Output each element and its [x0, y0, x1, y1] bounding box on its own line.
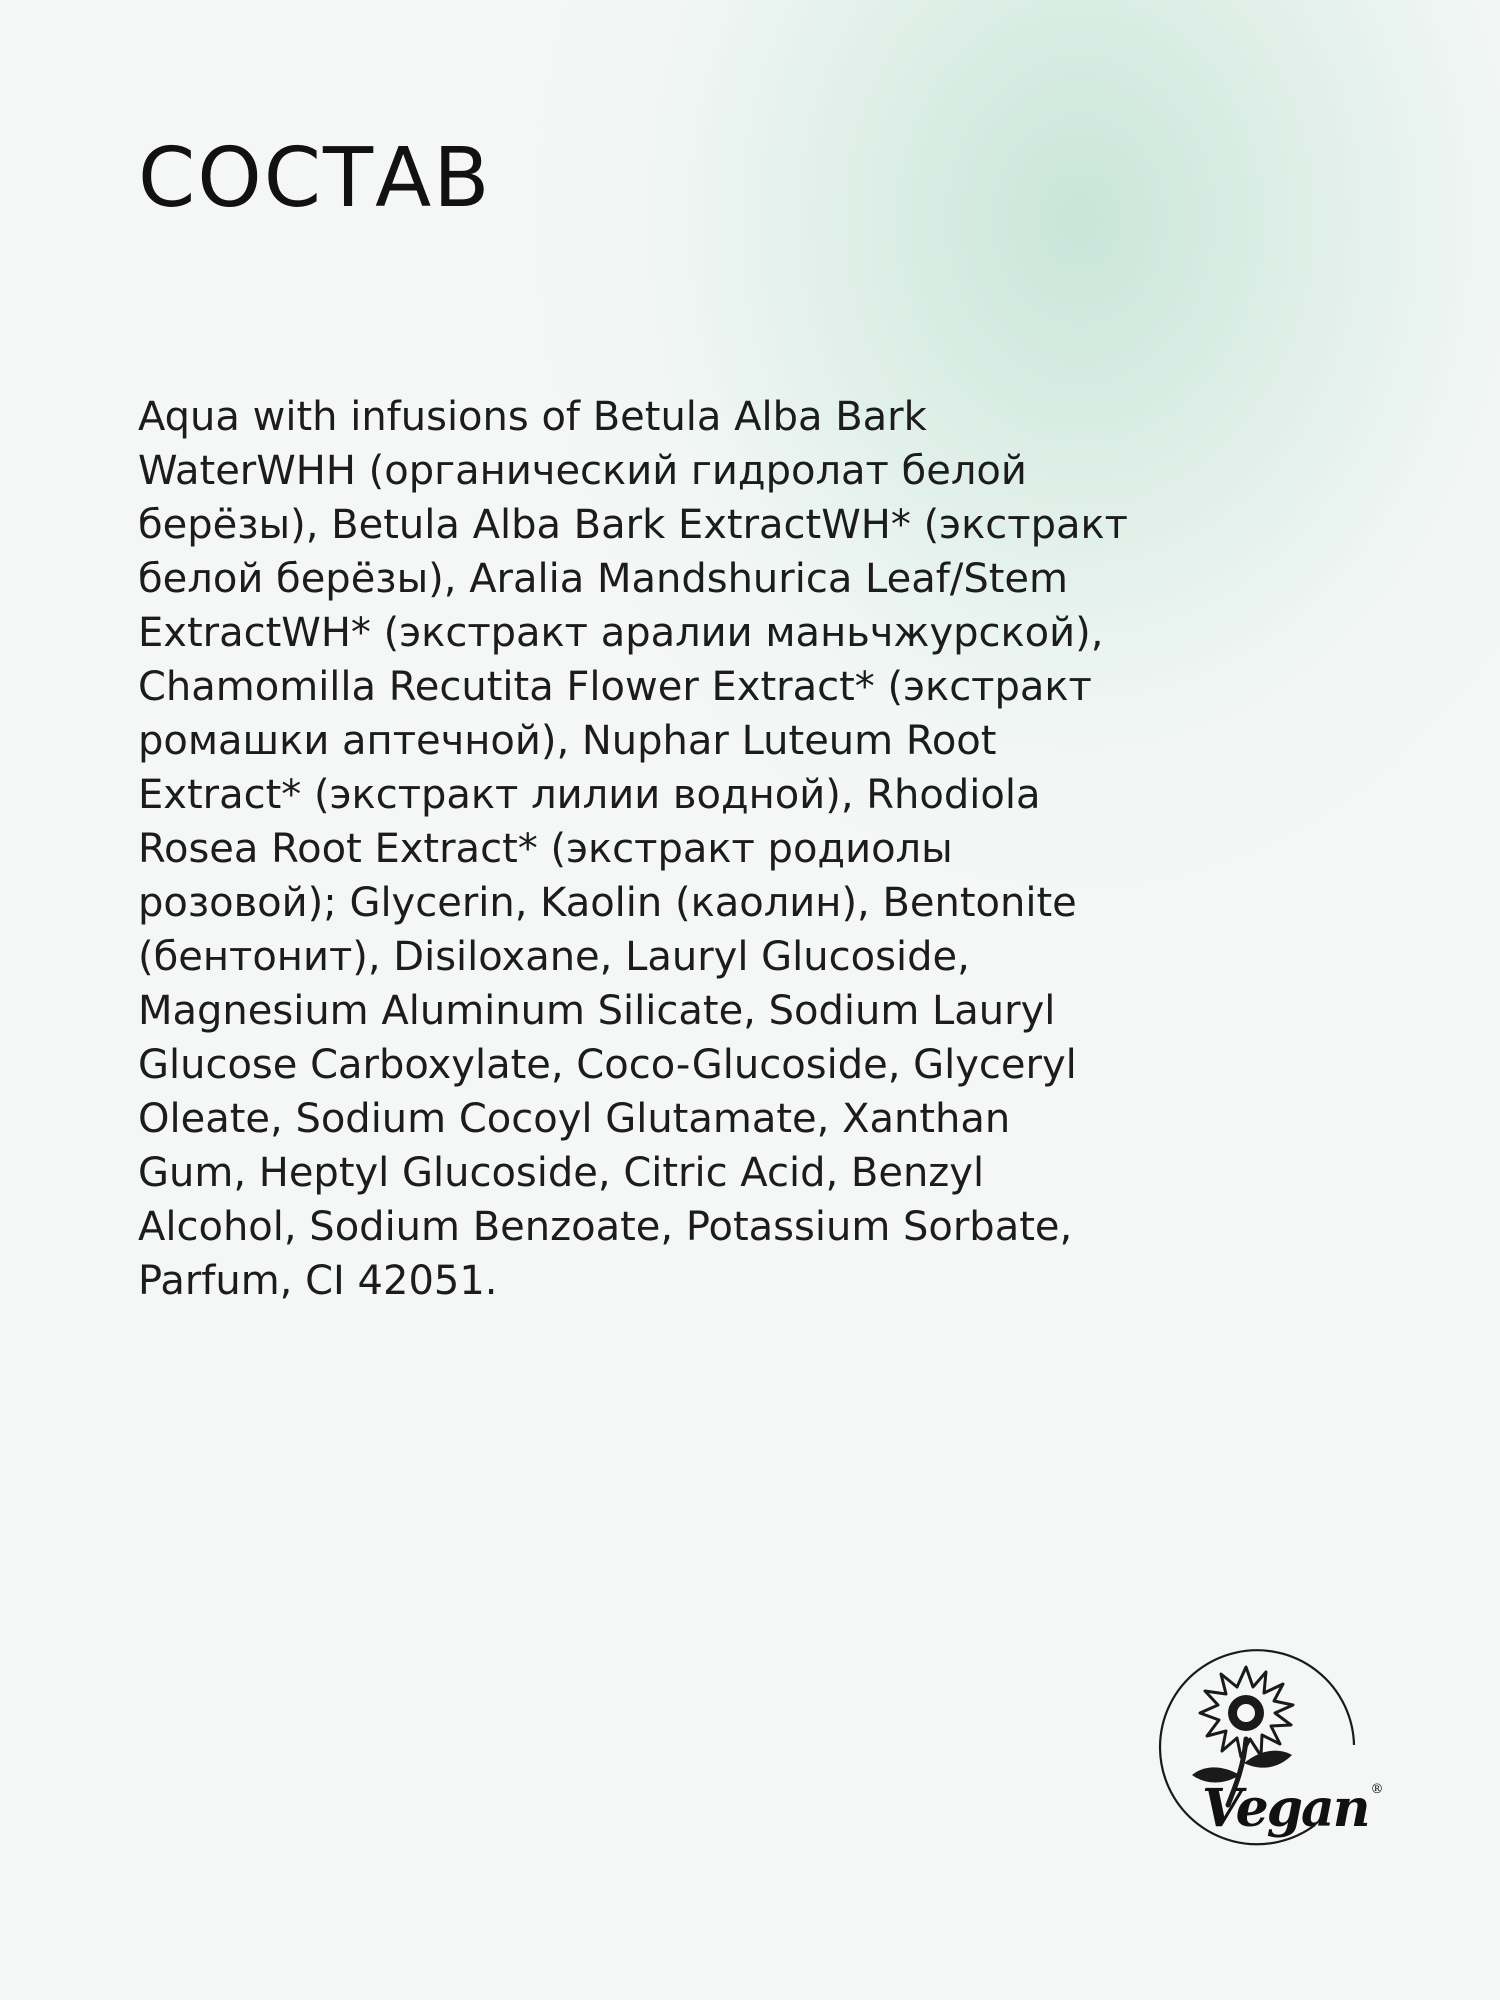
page-title: СОСТАВ: [138, 131, 492, 226]
vegan-sunflower-icon: [1140, 1635, 1390, 1875]
ingredients-line: ExtractWH* (экстракт аралии маньчжурской),: [138, 610, 1104, 656]
vegan-badge: [1140, 1635, 1390, 1875]
vegan-wordmark-text: Vegan: [1202, 1778, 1369, 1839]
ingredients-line: розовой); Glycerin, Kaolin (каолин), Bentonite: [138, 880, 1077, 926]
ingredients-line: (бентонит), Disiloxane, Lauryl Glucoside,: [138, 934, 970, 980]
ingredients-line: Rosea Root Extract* (экстракт родиолы: [138, 826, 953, 872]
ingredients-line: Alcohol, Sodium Benzoate, Potassium Sorbate,: [138, 1204, 1073, 1250]
vegan-wordmark: [1202, 1778, 1382, 1839]
ingredients-line: Extract* (экстракт лилии водной), Rhodiola: [138, 772, 1041, 818]
ingredients-line: Glucose Carboxylate, Coco-Glucoside, Glyceryl: [138, 1042, 1077, 1088]
ingredients-line: Magnesium Aluminum Silicate, Sodium Lauryl: [138, 988, 1056, 1034]
ingredients-line: берёзы), Betula Alba Bark ExtractWH* (экстракт: [138, 502, 1128, 548]
ingredients-line: Aqua with infusions of Betula Alba Bark: [138, 394, 927, 440]
registered-mark: ®: [1370, 1782, 1382, 1797]
ingredients-list: [138, 390, 1298, 1308]
ingredients-line: белой берёзы), Aralia Mandshurica Leaf/Stem: [138, 556, 1068, 602]
ingredients-line: WaterWHH (органический гидролат белой: [138, 448, 1027, 494]
ingredients-line: Parfum, CI 42051.: [138, 1258, 498, 1304]
ingredients-line: Chamomilla Recutita Flower Extract* (экстракт: [138, 664, 1092, 710]
ingredients-line: Gum, Heptyl Glucoside, Citric Acid, Benzyl: [138, 1150, 985, 1196]
ingredients-line: ромашки аптечной), Nuphar Luteum Root: [138, 718, 997, 764]
ingredients-line: Oleate, Sodium Cocoyl Glutamate, Xanthan: [138, 1096, 1011, 1142]
